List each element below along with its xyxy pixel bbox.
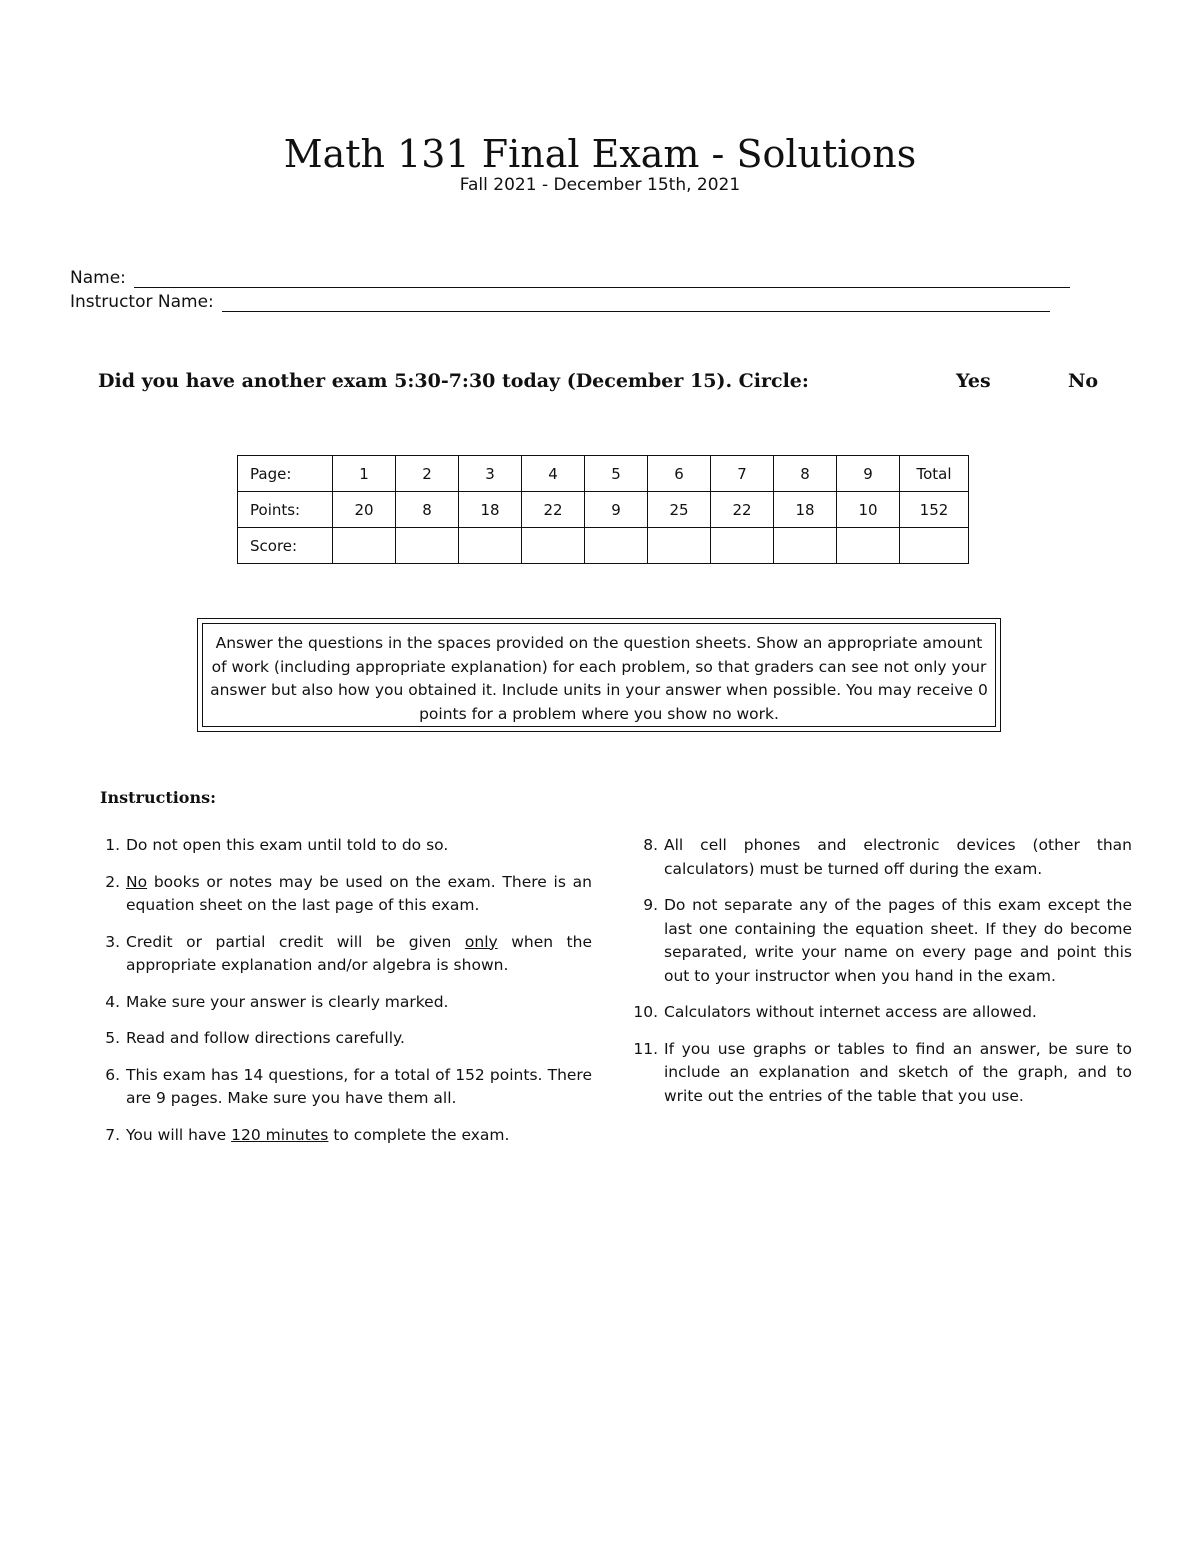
score-cell[interactable] (522, 528, 585, 564)
instruction-text: If you use graphs or tables to find an answer, be sure to include an explanation and sketch of the graph, and to write out the entries of the table that you use. (664, 1039, 1132, 1105)
instructions-heading: Instructions: (100, 788, 217, 807)
row-label: Score: (238, 528, 333, 564)
answer-no[interactable]: No (1068, 370, 1099, 392)
instruction-text-post: books or notes may be used on the exam. There is an equation sheet on the last page of this exam. (126, 872, 592, 914)
points-cell: 18 (774, 492, 837, 528)
score-cell[interactable] (837, 528, 900, 564)
name-line[interactable] (134, 273, 1070, 288)
instruction-number: 10. (633, 1003, 658, 1021)
score-table (237, 455, 969, 564)
score-cell[interactable] (774, 528, 837, 564)
instructor-name-label: Instructor Name: (70, 292, 214, 312)
page-cell: 8 (774, 456, 837, 492)
instruction-item (622, 1001, 1132, 1025)
instruction-text-post: when the appropriate explanation and/or algebra is shown. (126, 932, 592, 974)
name-field (70, 268, 1070, 288)
instruction-text (126, 871, 592, 918)
points-cell: 20 (333, 492, 396, 528)
instruction-number: 7. (105, 1125, 120, 1144)
instruction-number: 11. (633, 1039, 658, 1058)
page-cell: 1 (333, 456, 396, 492)
instruction-text (126, 931, 592, 978)
points-cell: 22 (522, 492, 585, 528)
instruction-number: 1. (105, 836, 120, 854)
score-cell[interactable] (333, 528, 396, 564)
instruction-text-pre: Credit or partial credit will be given (126, 932, 465, 951)
points-cell: 22 (711, 492, 774, 528)
instruction-number: 8. (643, 836, 658, 854)
page-row (238, 456, 969, 492)
name-label: Name: (70, 268, 126, 288)
points-cell: 8 (396, 492, 459, 528)
instruction-item (622, 894, 1132, 988)
points-cell: 25 (648, 492, 711, 528)
instruction-item (92, 1064, 592, 1111)
instruction-number: 5. (105, 1029, 120, 1047)
instruction-text: Do not open this exam until told to do so. (126, 836, 449, 854)
score-cell[interactable] (711, 528, 774, 564)
instruction-item (92, 1027, 592, 1051)
page-cell: 5 (585, 456, 648, 492)
instruction-item (92, 871, 592, 918)
page-cell: 3 (459, 456, 522, 492)
instruction-number: 4. (105, 992, 120, 1011)
answer-yes[interactable]: Yes (956, 370, 991, 392)
instructions-list-right (622, 834, 1132, 1121)
page-cell: 7 (711, 456, 774, 492)
instruction-item (622, 1038, 1132, 1109)
page-cell: 4 (522, 456, 585, 492)
instruction-item (92, 1124, 592, 1148)
score-row (238, 528, 969, 564)
score-cell[interactable] (648, 528, 711, 564)
points-cell: 18 (459, 492, 522, 528)
notice-box (197, 618, 1001, 732)
instruction-text (126, 1124, 592, 1148)
row-label: Points: (238, 492, 333, 528)
instruction-emphasis: only (464, 932, 498, 951)
page-cell: 2 (396, 456, 459, 492)
score-cell[interactable] (585, 528, 648, 564)
points-cell: 9 (585, 492, 648, 528)
instructions-list-left (92, 834, 592, 1160)
page-cell: 6 (648, 456, 711, 492)
instruction-number: 9. (643, 896, 658, 914)
notice-text: Answer the questions in the spaces provided on the question sheets. Show an appropriate amount of work (including appropriate explanation) for each problem, so that graders can see not only your answer but also how you obtained it. Include units in your answer when possible. You may receive 0 points for a problem where you show no work. (202, 623, 996, 727)
instruction-emphasis: 120 minutes (231, 1125, 329, 1144)
exam-title: Math 131 Final Exam - Solutions (283, 132, 917, 176)
instruction-emphasis: No (126, 872, 148, 891)
instruction-text: Calculators without internet access are allowed. (664, 1003, 1037, 1021)
score-total-cell[interactable] (900, 528, 969, 564)
points-row (238, 492, 969, 528)
instruction-text: Do not separate any of the pages of this exam except the last one containing the equation sheet. If they do become separated, write your name on every page and point this out to your instructor when you hand in the exam. (664, 896, 1132, 985)
points-cell: 10 (837, 492, 900, 528)
instruction-text: Make sure your answer is clearly marked. (126, 992, 449, 1011)
instruction-item (92, 991, 592, 1015)
instructor-name-line[interactable] (222, 297, 1050, 312)
instruction-text: All cell phones and electronic devices (other than calculators) must be turned off during the exam. (664, 836, 1132, 878)
instruction-number: 2. (105, 872, 120, 891)
instruction-text-post: to complete the exam. (328, 1125, 510, 1144)
instruction-text: This exam has 14 questions, for a total of 152 points. There are 9 pages. Make sure you have them all. (126, 1065, 592, 1107)
score-cell[interactable] (396, 528, 459, 564)
instruction-text: Read and follow directions carefully. (126, 1029, 405, 1047)
score-cell[interactable] (459, 528, 522, 564)
instruction-item (92, 931, 592, 978)
page-cell: 9 (837, 456, 900, 492)
instruction-number: 3. (105, 932, 120, 951)
instruction-item (622, 834, 1132, 881)
points-total-cell: 152 (900, 492, 969, 528)
instruction-item (92, 834, 592, 858)
instruction-number: 6. (105, 1065, 120, 1084)
row-label: Page: (238, 456, 333, 492)
page-total-cell: Total (900, 456, 969, 492)
other-exam-question: Did you have another exam 5:30-7:30 today (December 15). Circle: (98, 370, 809, 392)
instruction-text-pre: You will have (126, 1125, 232, 1144)
exam-subtitle: Fall 2021 - December 15th, 2021 (459, 175, 741, 195)
instructor-name-field (70, 292, 1050, 312)
